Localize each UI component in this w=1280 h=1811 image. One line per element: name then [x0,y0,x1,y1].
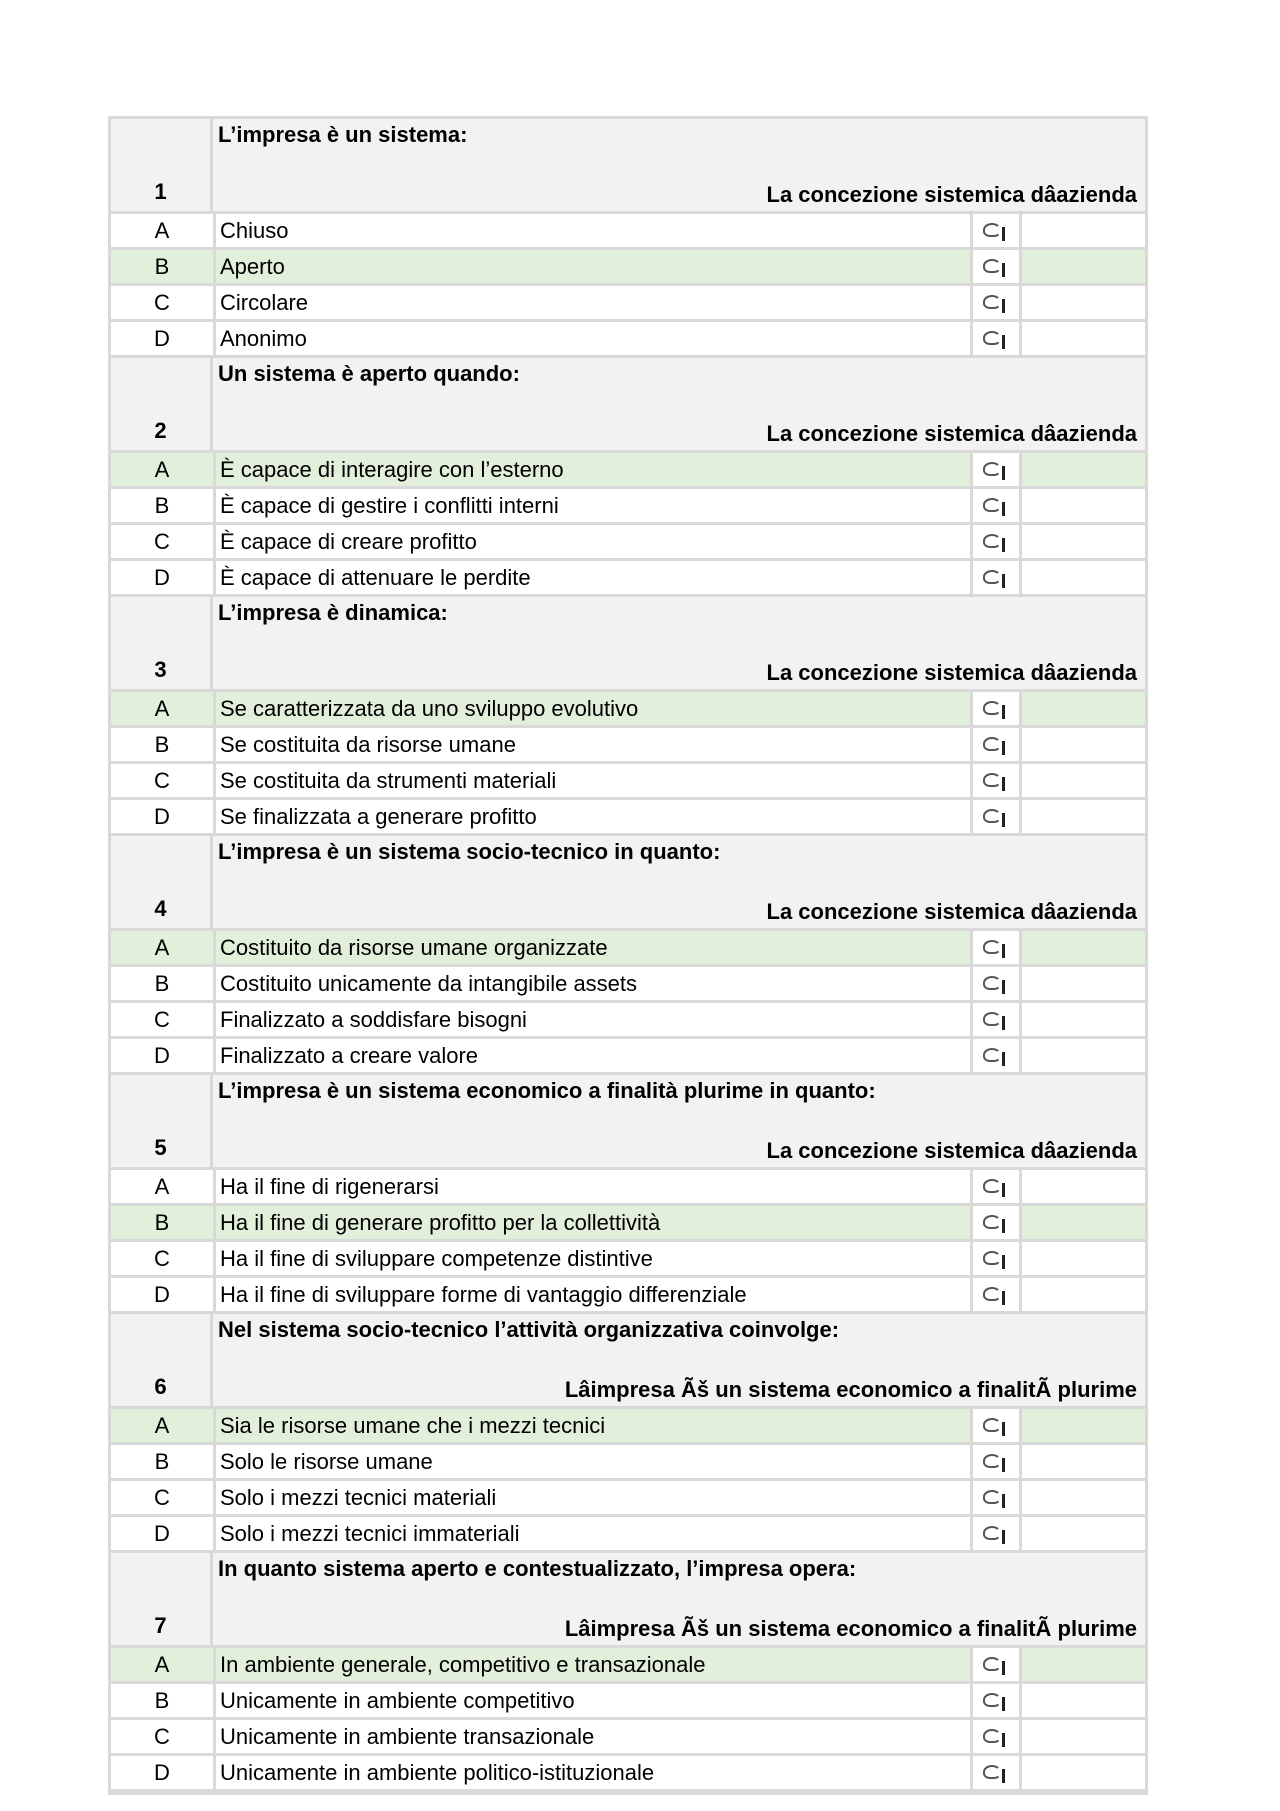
option-letter: C [111,764,216,797]
option-text: Finalizzato a creare valore [220,1043,479,1068]
radio-button[interactable] [970,800,1022,833]
answer-option [111,1278,1145,1314]
radio-icon [983,1729,1001,1743]
radio-button[interactable] [970,286,1022,319]
radio-icon [983,1454,1001,1468]
radio-button[interactable] [970,1517,1022,1550]
question-category: Lâimpresa Ãš un sistema economico a finalitÃ plurime [564,1377,1137,1402]
question-number: 5 [111,1075,213,1167]
option-text: Circolare [220,290,309,315]
option-text: Unicamente in ambiente competitivo [220,1688,575,1713]
answer-option-correct [111,453,1145,489]
radio-button[interactable] [970,1039,1022,1072]
radio-button[interactable] [970,1684,1022,1717]
option-letter: C [111,286,216,319]
question-text: In quanto sistema aperto e contestualizzato, l’impresa opera: [218,1556,857,1581]
option-text: Ha il fine di rigenerarsi [220,1174,439,1199]
radio-button[interactable] [970,1003,1022,1036]
empty-cell [1022,1409,1145,1442]
radio-button[interactable] [970,1409,1022,1442]
answer-option [111,1170,1145,1206]
option-letter: D [111,322,216,355]
empty-cell [1022,1756,1145,1789]
question-header [111,1553,1145,1648]
radio-button[interactable] [970,1756,1022,1789]
option-letter: A [111,1170,216,1203]
question-header [111,119,1145,214]
empty-cell [1022,250,1145,283]
answer-option [111,728,1145,764]
question-text: Nel sistema socio-tecnico l’attività organizzativa coinvolge: [218,1317,840,1342]
radio-button[interactable] [970,525,1022,558]
radio-icon [983,1048,1001,1062]
option-letter: A [111,453,216,486]
question-text: L’impresa è un sistema: [218,122,468,147]
option-text: È capace di gestire i conflitti interni [220,493,559,518]
option-letter: D [111,800,216,833]
answer-option [111,525,1145,561]
question-number: 3 [111,597,213,689]
radio-button[interactable] [970,1445,1022,1478]
radio-icon [983,1490,1001,1504]
option-letter: B [111,1206,216,1239]
option-letter: D [111,1756,216,1789]
empty-cell [1022,489,1145,522]
empty-cell [1022,1003,1145,1036]
option-text: Aperto [220,254,285,279]
answer-option [111,764,1145,800]
radio-icon [983,1287,1001,1301]
question-text: L’impresa è un sistema economico a finalità plurime in quanto: [218,1078,876,1103]
empty-cell [1022,967,1145,1000]
answer-option [111,1517,1145,1553]
answer-option [111,967,1145,1003]
option-text: Unicamente in ambiente politico-istituzionale [220,1760,655,1785]
question-category: La concezione sistemica dâazienda [766,421,1137,446]
radio-button[interactable] [970,1720,1022,1753]
radio-button[interactable] [970,214,1022,247]
empty-cell [1022,764,1145,797]
empty-cell [1022,800,1145,833]
radio-icon [983,1765,1001,1779]
option-letter: C [111,525,216,558]
option-text: Anonimo [220,326,307,351]
question-category: Lâimpresa Ãš un sistema economico a finalitÃ plurime [564,1616,1137,1641]
option-text: Finalizzato a soddisfare bisogni [220,1007,527,1032]
option-letter: D [111,561,216,594]
question-text: Un sistema è aperto quando: [218,361,520,386]
question-number: 7 [111,1553,213,1645]
option-letter: A [111,1409,216,1442]
question-text: L’impresa è un sistema socio-tecnico in quanto: [218,839,721,864]
radio-icon [983,223,1001,237]
option-text: Solo i mezzi tecnici immateriali [220,1521,520,1546]
radio-button[interactable] [970,453,1022,486]
radio-button[interactable] [970,1242,1022,1275]
option-letter: C [111,1481,216,1514]
option-text: Ha il fine di generare profitto per la collettività [220,1210,661,1235]
radio-icon [983,570,1001,584]
radio-icon [983,1215,1001,1229]
option-text: Solo i mezzi tecnici materiali [220,1485,497,1510]
question-header [111,1075,1145,1170]
empty-cell [1022,1648,1145,1681]
radio-icon [983,940,1001,954]
empty-cell [1022,1039,1145,1072]
radio-button[interactable] [970,1206,1022,1239]
question-number: 6 [111,1314,213,1406]
empty-cell [1022,1278,1145,1311]
answer-option-correct [111,1206,1145,1242]
radio-button[interactable] [970,489,1022,522]
radio-icon [983,295,1001,309]
question-header [111,836,1145,931]
radio-button[interactable] [970,692,1022,725]
answer-option-correct [111,250,1145,286]
option-text: Costituito unicamente da intangibile assets [220,971,638,996]
empty-cell [1022,931,1145,964]
radio-button[interactable] [970,561,1022,594]
option-text: È capace di interagire con l’esterno [220,457,564,482]
empty-cell [1022,692,1145,725]
option-letter: D [111,1517,216,1550]
question-header [111,1314,1145,1409]
option-text: Se costituita da strumenti materiali [220,768,557,793]
answer-option-correct [111,1409,1145,1445]
radio-icon [983,737,1001,751]
quiz-table [108,116,1148,1795]
empty-cell [1022,561,1145,594]
answer-option [111,214,1145,250]
empty-cell [1022,286,1145,319]
answer-option [111,489,1145,525]
radio-button[interactable] [970,1481,1022,1514]
answer-option [111,1481,1145,1517]
radio-button[interactable] [970,931,1022,964]
question-category: La concezione sistemica dâazienda [766,899,1137,924]
radio-button[interactable] [970,967,1022,1000]
option-text: È capace di creare profitto [220,529,477,554]
empty-cell [1022,1445,1145,1478]
empty-cell [1022,1720,1145,1753]
answer-option [111,1756,1145,1792]
radio-icon [983,534,1001,548]
option-letter: B [111,250,216,283]
option-text: Ha il fine di sviluppare competenze distintive [220,1246,653,1271]
answer-option [111,1003,1145,1039]
option-letter: C [111,1720,216,1753]
answer-option [111,1445,1145,1481]
option-letter: A [111,214,216,247]
radio-icon [983,701,1001,715]
question-number: 1 [111,119,213,211]
option-text: È capace di attenuare le perdite [220,565,531,590]
option-text: Se costituita da risorse umane [220,732,516,757]
option-text: In ambiente generale, competitivo e transazionale [220,1652,706,1677]
option-letter: B [111,967,216,1000]
answer-option [111,1720,1145,1756]
radio-icon [983,462,1001,476]
radio-icon [983,1179,1001,1193]
empty-cell [1022,1684,1145,1717]
option-text: Solo le risorse umane [220,1449,433,1474]
option-letter: B [111,489,216,522]
question-header [111,597,1145,692]
option-letter: B [111,1445,216,1478]
empty-cell [1022,1242,1145,1275]
option-letter: C [111,1242,216,1275]
radio-button[interactable] [970,1170,1022,1203]
option-text: Se finalizzata a generare profitto [220,804,537,829]
radio-button[interactable] [970,1648,1022,1681]
radio-button[interactable] [970,322,1022,355]
option-letter: A [111,931,216,964]
empty-cell [1022,322,1145,355]
empty-cell [1022,728,1145,761]
option-text: Sia le risorse umane che i mezzi tecnici [220,1413,606,1438]
answer-option [111,800,1145,836]
radio-icon [983,1251,1001,1265]
option-letter: D [111,1039,216,1072]
radio-icon [983,1012,1001,1026]
answer-option-correct [111,1648,1145,1684]
radio-icon [983,498,1001,512]
empty-cell [1022,214,1145,247]
answer-option [111,561,1145,597]
answer-option [111,322,1145,358]
answer-option [111,1242,1145,1278]
radio-icon [983,1693,1001,1707]
option-letter: A [111,1648,216,1681]
radio-icon [983,1526,1001,1540]
radio-icon [983,773,1001,787]
empty-cell [1022,1517,1145,1550]
radio-icon [983,976,1001,990]
option-text: Se caratterizzata da uno sviluppo evolutivo [220,696,639,721]
question-number: 4 [111,836,213,928]
question-header [111,358,1145,453]
question-number: 2 [111,358,213,450]
option-letter: A [111,692,216,725]
question-text: L’impresa è dinamica: [218,600,448,625]
option-letter: B [111,728,216,761]
option-text: Unicamente in ambiente transazionale [220,1724,595,1749]
radio-icon [983,259,1001,273]
answer-option [111,286,1145,322]
empty-cell [1022,1170,1145,1203]
empty-cell [1022,453,1145,486]
answer-option [111,1684,1145,1720]
empty-cell [1022,525,1145,558]
empty-cell [1022,1206,1145,1239]
radio-icon [983,809,1001,823]
option-letter: C [111,1003,216,1036]
answer-option [111,1039,1145,1075]
question-category: La concezione sistemica dâazienda [766,1138,1137,1163]
radio-icon [983,1418,1001,1432]
question-category: La concezione sistemica dâazienda [766,660,1137,685]
option-letter: B [111,1684,216,1717]
option-letter: D [111,1278,216,1311]
option-text: Costituito da risorse umane organizzate [220,935,608,960]
question-category: La concezione sistemica dâazienda [766,182,1137,207]
answer-option-correct [111,931,1145,967]
radio-button[interactable] [970,1278,1022,1311]
radio-button[interactable] [970,764,1022,797]
answer-option-correct [111,692,1145,728]
empty-cell [1022,1481,1145,1514]
radio-icon [983,331,1001,345]
option-text: Ha il fine di sviluppare forme di vantaggio differenziale [220,1282,747,1307]
radio-button[interactable] [970,250,1022,283]
radio-icon [983,1657,1001,1671]
option-text: Chiuso [220,218,289,243]
radio-button[interactable] [970,728,1022,761]
